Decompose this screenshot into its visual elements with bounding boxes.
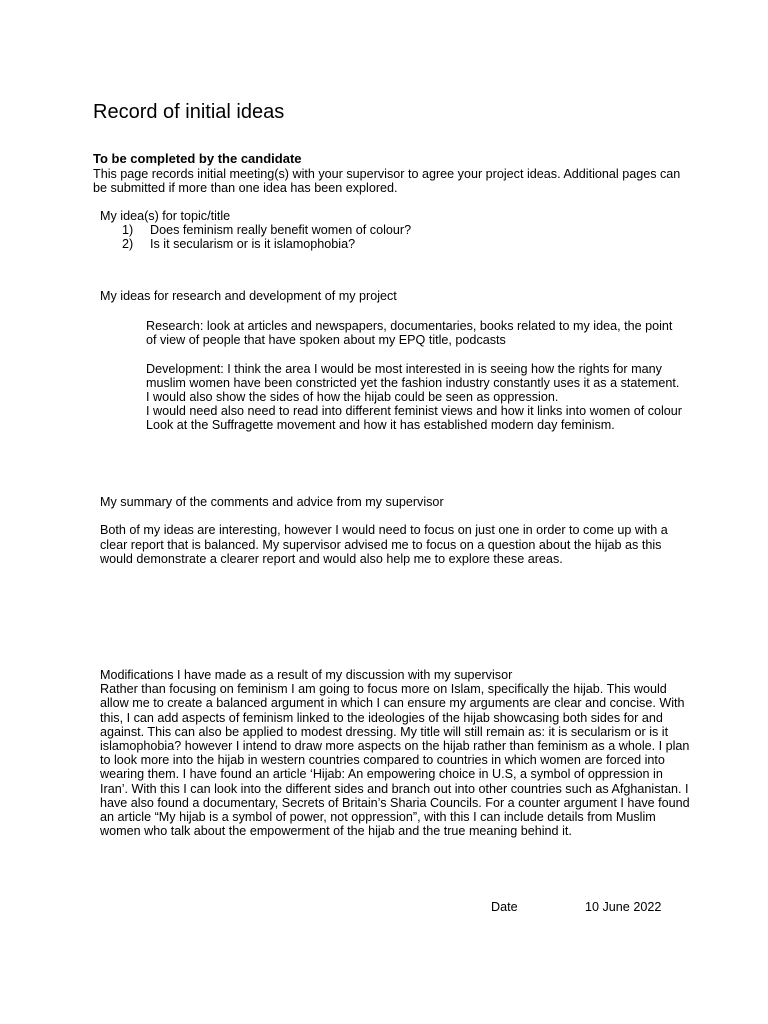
research-section bbox=[146, 319, 686, 433]
research-label: My ideas for research and development of my project bbox=[100, 289, 397, 303]
date-label: Date bbox=[491, 900, 518, 914]
summary-text: Both of my ideas are interesting, however I would need to focus on just one in order to come up with a clear report that is balanced. My supervisor advised me to focus on a question about the hijab as this would demonstrate a clearer report and would also help me to explore these areas. bbox=[100, 523, 668, 566]
topic-section bbox=[100, 209, 690, 252]
date-value: 10 June 2022 bbox=[585, 900, 662, 914]
summary-label: My summary of the comments and advice from my supervisor bbox=[100, 495, 444, 509]
modifications-label: Modifications I have made as a result of my discussion with my supervisor bbox=[100, 668, 513, 682]
topic-list bbox=[100, 223, 690, 251]
topic-text: Is it secularism or is it islamophobia? bbox=[150, 237, 356, 252]
list-item bbox=[122, 237, 690, 251]
topic-text: Does feminism really benefit women of colour? bbox=[150, 223, 412, 238]
development-text: Development: I think the area I would be most interested in is seeing how the rights for many muslim women have been constricted yet the fashion industry constantly uses it as a statement. I would also show the sides of how the hijab could be seen as oppression. bbox=[146, 361, 680, 404]
topic-label: My idea(s) for topic/title bbox=[100, 209, 231, 223]
candidate-instructions bbox=[93, 152, 693, 195]
page-title: Record of initial ideas bbox=[93, 101, 285, 123]
modifications-section bbox=[100, 668, 690, 838]
supervisor-summary-section bbox=[100, 495, 690, 566]
research-text: Research: look at articles and newspapers, documentaries, books related to my idea, the point of view of people that have spoken about my EPQ title, podcasts bbox=[146, 319, 673, 348]
candidate-heading: To be completed by the candidate bbox=[93, 151, 302, 166]
modifications-text: Rather than focusing on feminism I am going to focus more on Islam, specifically the hijab. This would allow me to create a balanced argument in which I can ensure my arguments are clear and concise. With this, I can add aspects of feminism linked to the ideologies of the hijab showcasing both sides for and against. This can also be applied to modest dressing. My title will still remain as: it is secularism or is it islamophobia? however I intend to draw more aspects on the hijab rather than feminism as a whole. I plan to look more into the hijab in western countries compared to countries in which women are forced into wearing them. I have found an article ‘Hijab: An empowering choice in U.S, a symbol of oppression in Iran’. With this I can look into the different sides and branch out into other countries such as Afghanistan. I have also found a documentary, Secrets of Britain’s Sharia Councils. For a counter argument I have found an article “My hijab is a symbol of power, not oppression”, with this I can include details from Muslim women who talk about the empowerment of the hijab and the true meaning behind it. bbox=[100, 682, 690, 839]
feminist-views-text: I would need also need to read into different feminist views and how it links into women of colour bbox=[146, 404, 683, 419]
suffragette-text: Look at the Suffragette movement and how it has established modern day feminism. bbox=[146, 418, 615, 433]
topic-number: 1) bbox=[122, 223, 134, 238]
list-item bbox=[122, 223, 690, 237]
candidate-instructions-text: This page records initial meeting(s) with your supervisor to agree your project ideas. Additional pages can be submitted if more than one idea has been explored. bbox=[93, 166, 681, 195]
topic-number: 2) bbox=[122, 237, 134, 252]
